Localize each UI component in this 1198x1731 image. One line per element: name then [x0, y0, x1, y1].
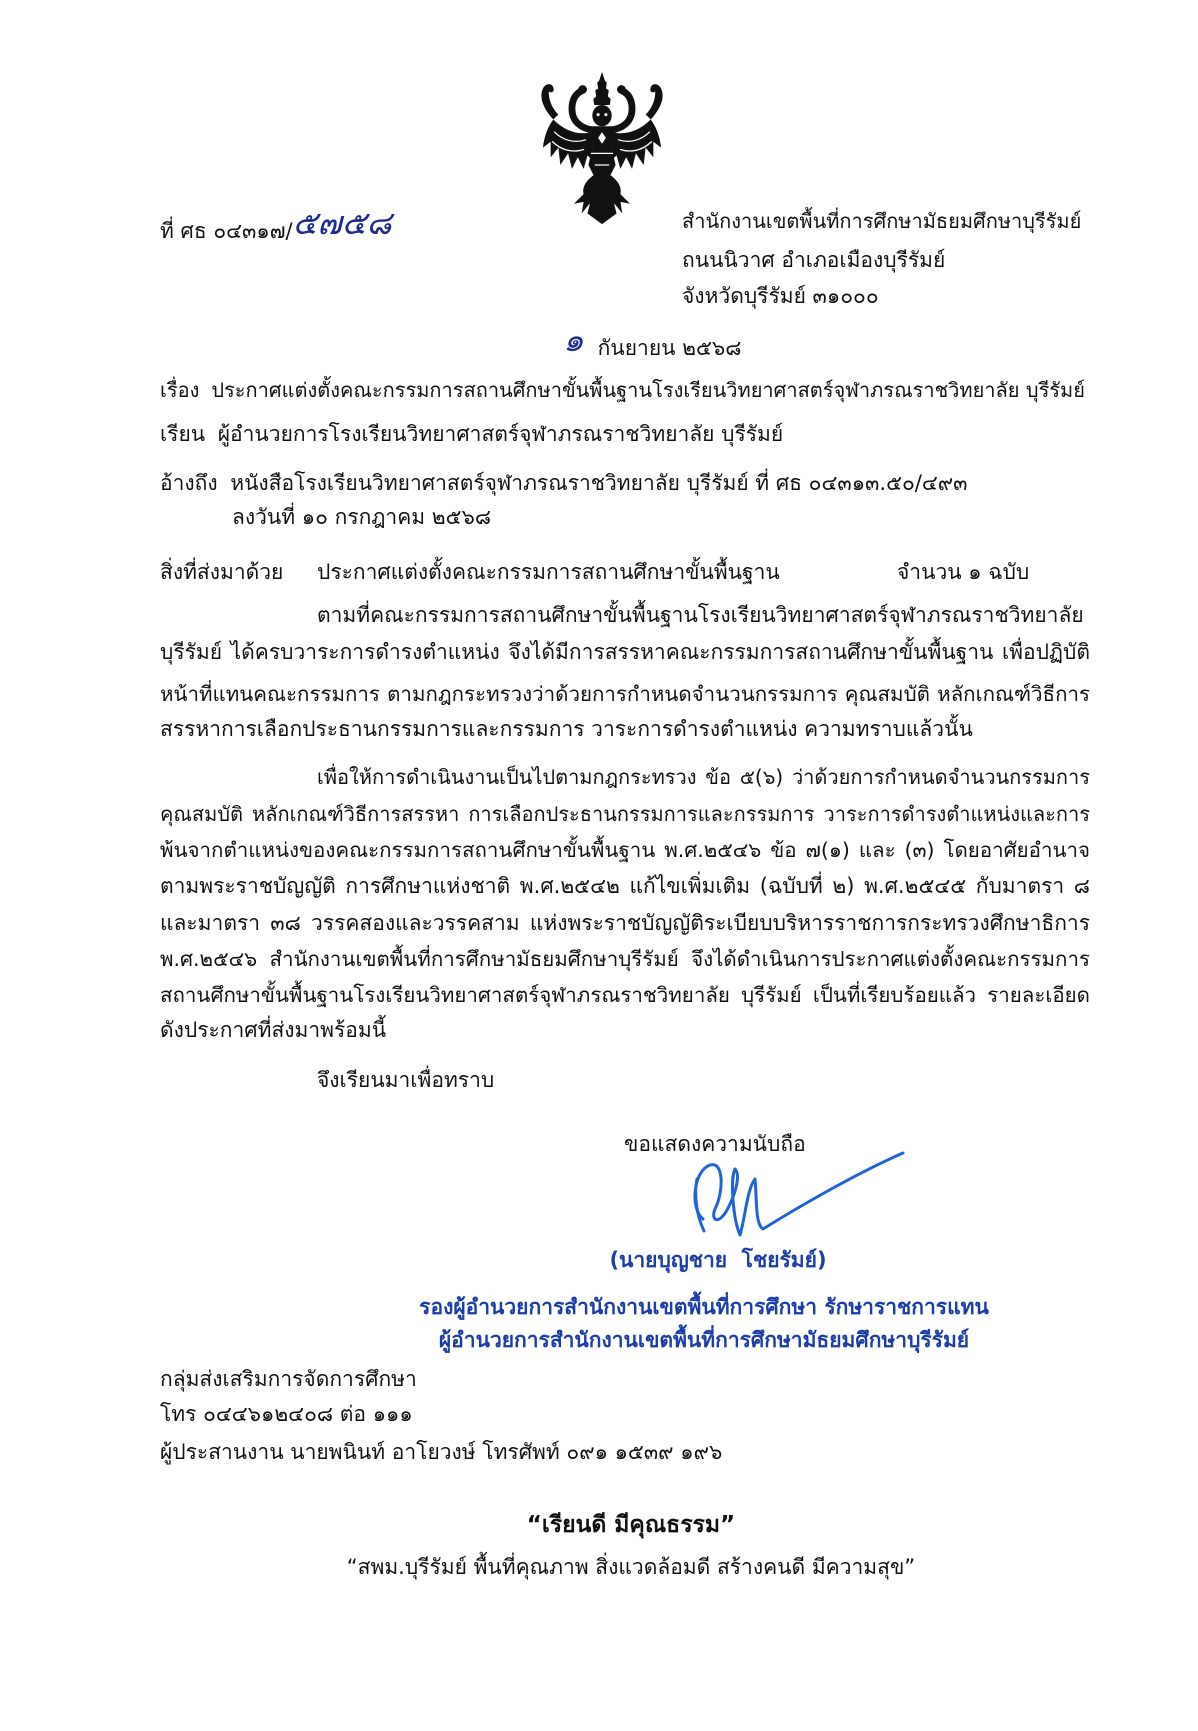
letter-date: [563, 321, 983, 363]
agency-province: จังหวัดบุรีรัมย์ ๓๑๐๐๐: [682, 284, 879, 308]
paragraph-line: พ.ศ.๒๕๔๖ สำนักงานเขตพื้นที่การศึกษามัธยมศึกษาบุรีรัมย์ จึงได้ดำเนินการประกาศแต่งตั้งคณะกรรมการ: [160, 947, 1090, 971]
recipient-text: ผู้อำนวยการโรงเรียนวิทยาศาสตร์จุฬาภรณราชวิทยาลัย บุรีรัมย์: [217, 422, 784, 446]
office-slogan: “สพม.บุรีรัมย์ พื้นที่คุณภาพ สิ่งแวดล้อมดี สร้างคนดี มีความสุข”: [346, 1555, 916, 1579]
recipient-label: เรียน: [160, 422, 206, 446]
signatory-name: (นายบุญชาย โชยรัมย์): [609, 1248, 827, 1272]
paragraph-line: และมาตรา ๓๘ วรรคสองและวรรคสาม แห่งพระราชบัญญัติระเบียบบริหารราชการกระทรวงศึกษาธิการ: [160, 911, 1090, 935]
paragraph-line: ตามพระราชบัญญัติ การศึกษาแห่งชาติ พ.ศ.๒๕๔๒ แก้ไขเพิ่มเติม (ฉบับที่ ๒) พ.ศ.๒๕๔๕ กับมาตรา ๘: [160, 874, 1090, 898]
paragraph-line: พ้นจากตำแหน่งของคณะกรรมการสถานศึกษาขั้นพื้นฐาน พ.ศ.๒๕๔๖ ข้อ ๗(๑) และ (๓) โดยอาศัยอำนาจ: [160, 838, 1090, 862]
garuda-eye-right: [604, 113, 607, 116]
paragraph-line: บุรีรัมย์ ได้ครบวาระการดำรงตำแหน่ง จึงได้มีการสรรหาคณะกรรมการสถานศึกษาขั้นพื้นฐาน เพื่อปฏิบัติ: [160, 640, 1090, 664]
signatory-title-1: รองผู้อำนวยการสำนักงานเขตพื้นที่การศึกษา รักษาราชการแทน: [419, 1295, 989, 1319]
subject-label: เรื่อง: [160, 378, 200, 402]
enclosure-label: สิ่งที่ส่งมาด้วย: [160, 560, 284, 584]
agency-road: ถนนนิวาศ อำเภอเมืองบุรีรัมย์: [682, 248, 946, 272]
reference-date: ลงวันที่ ๑๐ กรกฎาคม ๒๕๖๘: [232, 505, 492, 529]
document-number: [160, 204, 520, 246]
paragraph-line: ดังประกาศที่ส่งมาพร้อมนี้: [160, 1018, 387, 1042]
paragraph-line: สถานศึกษาขั้นพื้นฐานโรงเรียนวิทยาศาสตร์จุฬาภรณราชวิทยาลัย บุรีรัมย์ เป็นที่เรียบร้อยแล้ว รายละเอียด: [160, 983, 1090, 1007]
subject-line: [160, 375, 1090, 405]
garuda-crown: [593, 72, 610, 105]
paragraph-line: สรรหาการเลือกประธานกรรมการและกรรมการ วาระการดำรงตำแหน่ง ความทราบแล้วนั้น: [160, 717, 973, 741]
enclosure-quantity: จำนวน ๑ ฉบับ: [897, 560, 1030, 584]
garuda-emblem: [528, 72, 676, 227]
signature-strokes: [695, 1153, 903, 1235]
contact-department: กลุ่มส่งเสริมการจัดการศึกษา: [160, 1367, 417, 1391]
complimentary-close: ขอแสดงความนับถือ: [624, 1132, 806, 1156]
reference-label: อ้างถึง: [160, 471, 218, 495]
contact-coordinator: ผู้ประสานงาน นายพนินท์ อาโยวงษ์ โทรศัพท์ ๐๙๑ ๑๕๓๙ ๑๙๖: [160, 1440, 723, 1464]
subject-text: ประกาศแต่งตั้งคณะกรรมการสถานศึกษาขั้นพื้นฐานโรงเรียนวิทยาศาสตร์จุฬาภรณราชวิทยาลัย บุรีรัมย์: [211, 378, 1085, 402]
reference-text: หนังสือโรงเรียนวิทยาศาสตร์จุฬาภรณราชวิทยาลัย บุรีรัมย์ ที่ ศธ ๐๔๓๑๓.๕๐/๔๙๓: [230, 471, 968, 495]
document-number-handwritten: ๕๗๕๘: [292, 204, 392, 242]
reference-line: [160, 468, 1090, 498]
garuda-head: [592, 105, 611, 126]
motto: “เรียนดี มีคุณธรรม”: [526, 1512, 736, 1538]
handwritten-signature: [685, 1149, 906, 1243]
paragraph-line: เพื่อให้การดำเนินงานเป็นไปตามกฎกระทรวง ข้อ ๕(๖) ว่าด้วยการกำหนดจำนวนกรรมการ: [317, 765, 1090, 789]
closing-line: จึงเรียนมาเพื่อทราบ: [317, 1068, 495, 1092]
garuda-hand-right: [617, 85, 626, 94]
signatory-title-2: ผู้อำนวยการสำนักงานเขตพื้นที่การศึกษามัธยมศึกษาบุรีรัมย์: [438, 1328, 970, 1352]
recipient-line: [160, 419, 1090, 449]
garuda-eye-left: [597, 113, 600, 116]
garuda-hand-left: [578, 85, 587, 94]
contact-phone: โทร ๐๔๔๖๑๒๔๐๘ ต่อ ๑๑๑: [160, 1402, 413, 1426]
garuda-arm-left: [572, 90, 593, 130]
date-month-year: กันยายน ๒๕๖๘: [597, 336, 742, 360]
date-day-handwritten: ๑: [563, 321, 584, 359]
agency-name: สำนักงานเขตพื้นที่การศึกษามัธยมศึกษาบุรีรัมย์: [682, 209, 1082, 233]
garuda-arm-right: [611, 90, 632, 130]
document-number-prefix: ที่ ศธ ๐๔๓๑๗/: [160, 219, 293, 243]
enclosure-text: ประกาศแต่งตั้งคณะกรรมการสถานศึกษาขั้นพื้นฐาน: [317, 560, 780, 584]
paragraph-line: คุณสมบัติ หลักเกณฑ์วิธีการสรรหา การเลือกประธานกรรมการและกรรมการ วาระการดำรงตำแหน่งและการ: [160, 802, 1090, 826]
paragraph-line: ตามที่คณะกรรมการสถานศึกษาขั้นพื้นฐานโรงเรียนวิทยาศาสตร์จุฬาภรณราชวิทยาลัย: [317, 603, 1084, 627]
paragraph-line: หน้าที่แทนคณะกรรมการ ตามกฎกระทรวงว่าด้วยการกำหนดจำนวนกรรมการ คุณสมบัติ หลักเกณฑ์วิธีการ: [160, 682, 1090, 706]
